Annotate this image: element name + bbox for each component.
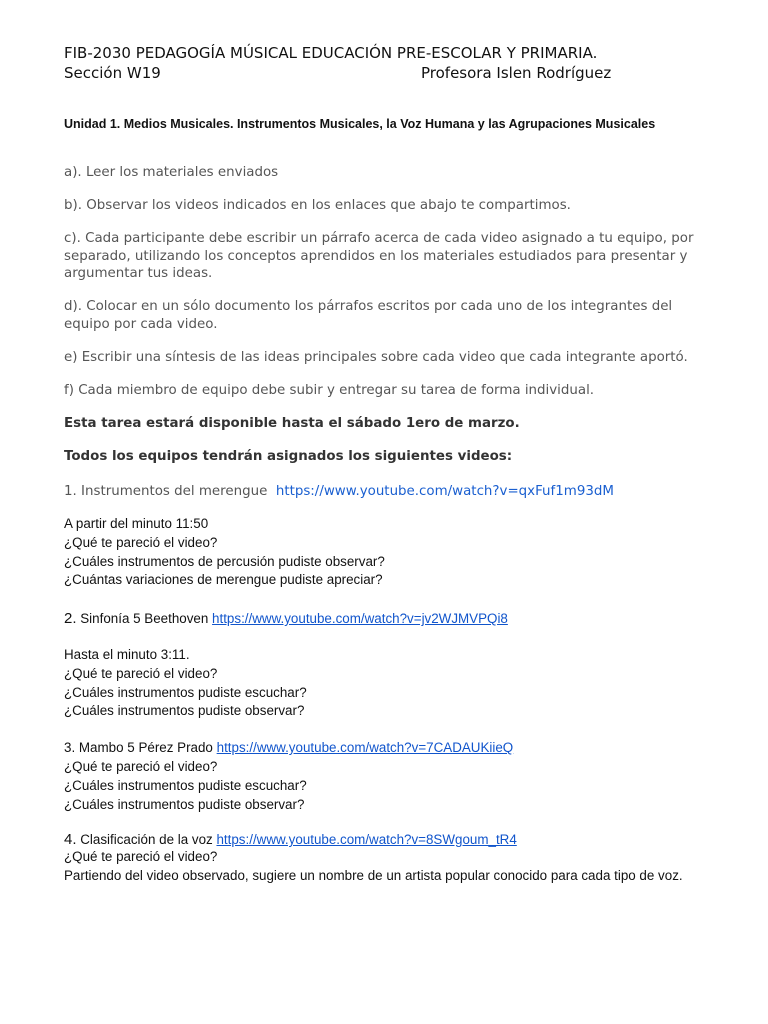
list-item: ¿Cuáles instrumentos pudiste observar? — [64, 703, 305, 719]
deadline-note: Esta tarea estará disponible hasta el sábado 1ero de marzo. — [64, 416, 520, 431]
video-3-title: Mambo 5 Pérez Prado — [78, 740, 213, 755]
video-1-questions — [64, 515, 385, 590]
video-4-heading — [64, 831, 517, 848]
list-item: ¿Cuáles instrumentos pudiste escuchar? — [64, 777, 307, 793]
video-3-number: 3. — [64, 740, 76, 755]
video-1-title: Instrumentos del merengue — [81, 484, 268, 499]
list-item: Hasta el minuto 3:11. — [64, 647, 190, 662]
video-2-heading — [64, 610, 508, 627]
video-1-number: 1. — [64, 484, 77, 499]
list-item: ¿Qué te pareció el video? — [64, 534, 218, 550]
video-1-link[interactable]: https://www.youtube.com/watch?v=qxFuf1m93dM — [275, 484, 614, 499]
list-item: ¿Cuántas variaciones de merengue pudiste apreciar? — [64, 572, 383, 588]
unit-title: Unidad 1. Medios Musicales. Instrumentos Musicales, la Voz Humana y las Agrupaciones Musicales — [64, 117, 656, 131]
instruction-f: f) Cada miembro de equipo debe subir y entregar su tarea de forma individual. — [64, 383, 595, 398]
list-item: ¿Qué te pareció el video? — [64, 665, 218, 681]
list-item: ¿Qué te pareció el video? — [64, 849, 218, 864]
video-4-questions — [64, 848, 683, 886]
instruction-a: a). Leer los materiales enviados — [64, 165, 279, 180]
video-4-number: 4. — [64, 831, 77, 848]
video-4-title: Clasificación de la voz — [80, 832, 213, 847]
list-item: ¿Cuáles instrumentos pudiste escuchar? — [64, 684, 307, 700]
list-item: ¿Cuáles instrumentos pudiste observar? — [64, 796, 305, 812]
video-4-link[interactable]: https://www.youtube.com/watch?v=8SWgoum_tR4 — [216, 832, 517, 847]
list-item: A partir del minuto 11:50 — [64, 516, 209, 531]
list-item: ¿Cuáles instrumentos de percusión pudiste observar? — [64, 553, 385, 569]
instruction-e: e) Escribir una síntesis de las ideas principales sobre cada video que cada integrante aportó. — [64, 350, 688, 365]
video-2-title: Sinfonía 5 Beethoven — [80, 611, 209, 626]
instruction-d: d). Colocar en un sólo documento los párrafos escritos por cada uno de los integrantes del equipo por cada video. — [64, 299, 673, 332]
list-item: ¿Qué te pareció el video? — [64, 759, 218, 774]
section-label: Sección W19 — [64, 64, 161, 82]
instruction-c: c). Cada participante debe escribir un párrafo acerca de cada video asignado a tu equipo, por separado, utilizando los conceptos aprendidos en los materiales estudiados para presentar y argumentar tus ideas. — [64, 231, 694, 281]
video-3-link[interactable]: https://www.youtube.com/watch?v=7CADAUKiieQ — [216, 740, 514, 755]
video-3-questions — [64, 758, 307, 814]
course-title: FIB-2030 PEDAGOGÍA MÚSICAL EDUCACIÓN PRE-ESCOLAR Y PRIMARIA. — [64, 44, 598, 62]
professor-name: Profesora Islen Rodríguez — [421, 64, 612, 82]
video-1-heading — [64, 483, 704, 501]
video-2-number: 2. — [64, 610, 77, 627]
video-3-heading — [64, 740, 513, 755]
videos-intro: Todos los equipos tendrán asignados los siguientes videos: — [64, 449, 513, 464]
video-2-questions — [64, 646, 307, 721]
instruction-b: b). Observar los videos indicados en los enlaces que abajo te compartimos. — [64, 198, 571, 213]
video-2-link[interactable]: https://www.youtube.com/watch?v=jv2WJMVPQi8 — [212, 611, 508, 626]
list-item: Partiendo del video observado, sugiere un nombre de un artista popular conocido para cada tipo de voz. — [64, 867, 683, 883]
